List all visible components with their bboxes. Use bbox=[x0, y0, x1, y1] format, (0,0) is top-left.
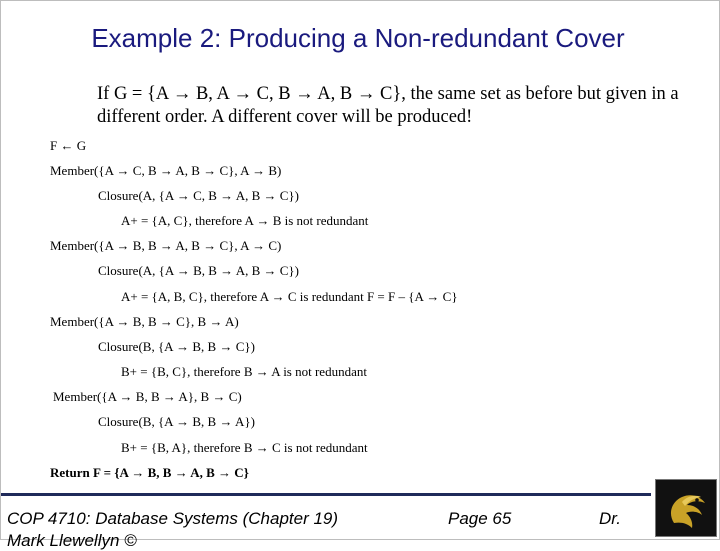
derivation-line: Closure(B, {A → B, B → C}) bbox=[98, 339, 255, 354]
footer-author-full: Mark Llewellyn © bbox=[7, 531, 137, 550]
footer-page: Page 65 bbox=[448, 509, 512, 528]
intro-paragraph: If G = {A → B, A → C, B → A, B → C}, the same set as before but given in a different order. A different cover will be produced! bbox=[97, 84, 679, 127]
derivation-line: F ← G bbox=[50, 138, 87, 153]
derivation-line: Member({A → B, B → C}, B → A) bbox=[50, 314, 239, 329]
footer-author-short: Dr. bbox=[599, 509, 622, 528]
footer-rule bbox=[1, 493, 651, 496]
derivation-line: Member({A → C, B → A, B → C}, A → B) bbox=[50, 163, 282, 178]
footer-course: COP 4710: Database Systems (Chapter 19) bbox=[7, 509, 339, 528]
derivation-line: A+ = {A, C}, therefore A → B is not redundant bbox=[121, 213, 369, 228]
ucf-pegasus-logo-icon bbox=[655, 479, 717, 537]
derivation-line: Member({A → B, B → A}, B → C) bbox=[53, 389, 242, 404]
slide-title: Example 2: Producing a Non-redundant Cover bbox=[91, 23, 625, 53]
derivation-line: Closure(A, {A → C, B → A, B → C}) bbox=[98, 188, 299, 203]
derivation-line: Closure(A, {A → B, B → A, B → C}) bbox=[98, 263, 299, 278]
derivation-line: Closure(B, {A → B, B → A}) bbox=[98, 414, 255, 429]
derivation-line: Member({A → B, B → A, B → C}, A → C) bbox=[50, 238, 282, 253]
derivation-line: B+ = {B, C}, therefore B → A is not redundant bbox=[121, 364, 367, 379]
slide-footer bbox=[1, 493, 719, 550]
derivation-line: B+ = {B, A}, therefore B → C is not redundant bbox=[121, 440, 368, 455]
derivation-line: A+ = {A, B, C}, therefore A → C is redundant F = F – {A → C} bbox=[121, 289, 458, 304]
return-line: Return F = {A → B, B → A, B → C} bbox=[50, 465, 249, 480]
